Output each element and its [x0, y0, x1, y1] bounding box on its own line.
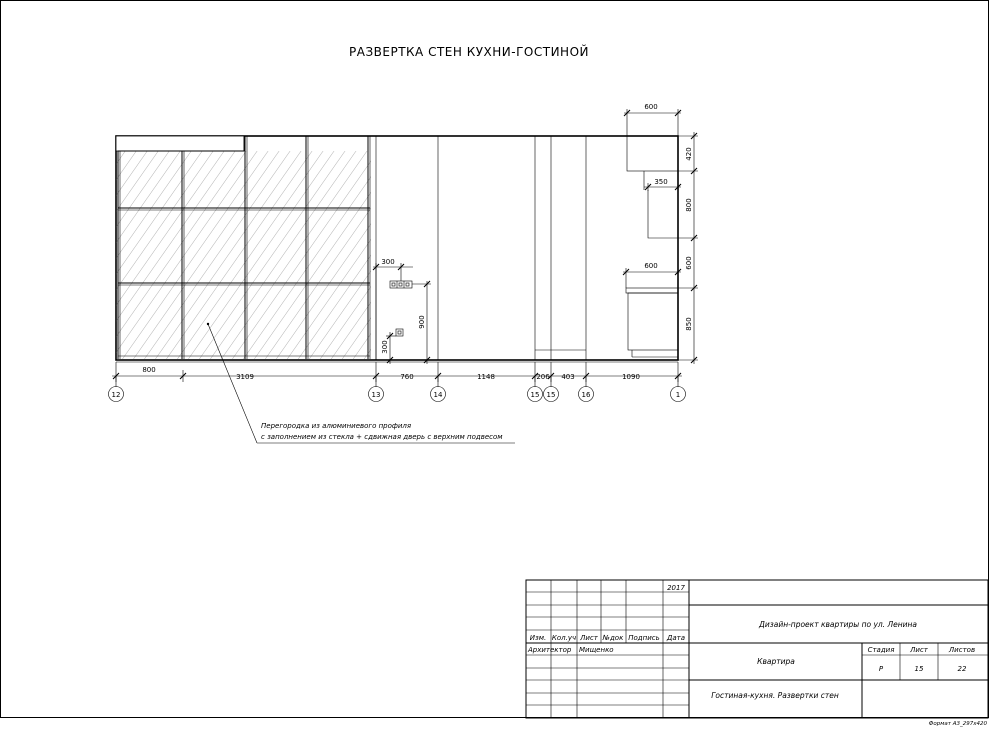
svg-text:13: 13: [371, 391, 381, 399]
axis-marker-15b: [544, 387, 559, 402]
dim-600-top: 600: [644, 103, 658, 111]
header-kol-uch: Кол.уч: [551, 634, 577, 642]
dim-1090: 1090: [622, 373, 640, 381]
note-line-1: Перегородка из алюминиевого профиля: [261, 422, 412, 430]
svg-text:16: 16: [581, 391, 591, 399]
stage-value: Р: [878, 665, 884, 673]
axis-marker-12: [109, 387, 124, 402]
dim-800-vertical: 800: [685, 198, 693, 212]
dim-420: 420: [685, 147, 693, 161]
dim-760: 760: [400, 373, 414, 381]
dim-206: 206: [536, 373, 550, 381]
dim-900: 900: [418, 315, 426, 329]
socket-block: [390, 281, 412, 288]
dim-600-vertical: 600: [685, 256, 693, 270]
axis-marker-13: [369, 387, 384, 402]
dim-300-horizontal: 300: [381, 258, 395, 266]
dim-350: 350: [654, 178, 668, 186]
format-label: Формат А3_297х420: [928, 721, 987, 727]
sheet-value: 15: [914, 665, 924, 673]
svg-text:12: 12: [111, 391, 121, 399]
architect-role: Архитектор: [528, 646, 572, 654]
drawing-title: РАЗВЕРТКА СТЕН КУХНИ-ГОСТИНОЙ: [349, 45, 589, 59]
dim-600-base: 600: [644, 262, 658, 270]
axis-marker-16: [579, 387, 594, 402]
header-ndok: №док: [602, 634, 624, 642]
sheet-label: Лист: [910, 646, 928, 654]
header-data: Дата: [666, 634, 686, 642]
dimension-right: [678, 132, 698, 364]
axis-marker-1: [671, 387, 686, 402]
sheet-title: Гостиная-кухня. Развертки стен: [711, 691, 839, 700]
dim-3109: 3109: [236, 373, 254, 381]
svg-text:14: 14: [433, 391, 443, 399]
dimension-socket: [373, 258, 431, 364]
dim-800: 800: [142, 366, 156, 374]
sheets-value: 22: [957, 665, 967, 673]
dimension-top: [623, 103, 681, 288]
title-block: [526, 580, 988, 718]
note-line-2: с заполнением из стекла + сдвижная дверь с верхним подвесом: [261, 433, 503, 441]
svg-text:15: 15: [530, 391, 540, 399]
sheets-label: Листов: [948, 646, 976, 654]
year-cell: 2017: [667, 584, 685, 592]
project-name: Дизайн-проект квартиры по ул. Ленина: [759, 620, 917, 629]
switch-block: [396, 329, 403, 336]
header-podpis: Подпись: [628, 634, 660, 642]
svg-text:1: 1: [675, 391, 681, 399]
svg-text:15: 15: [546, 391, 556, 399]
axis-marker-15a: [528, 387, 543, 402]
kitchen-cabinets: [626, 136, 678, 357]
dim-850: 850: [685, 317, 693, 331]
dim-1148: 1148: [477, 373, 495, 381]
stage-label: Стадия: [867, 646, 895, 654]
axis-marker-14: [431, 387, 446, 402]
header-izm: Изм.: [529, 634, 547, 642]
glass-partition: [116, 136, 371, 359]
dimension-bottom: [112, 362, 682, 382]
header-list: Лист: [580, 634, 598, 642]
dim-403: 403: [561, 373, 575, 381]
object-name: Квартира: [757, 657, 795, 666]
dim-300-vertical: 300: [381, 340, 389, 354]
wall-elevation: [116, 136, 678, 362]
architect-name: Мищенко: [579, 646, 614, 654]
grid-axes: [109, 376, 686, 402]
